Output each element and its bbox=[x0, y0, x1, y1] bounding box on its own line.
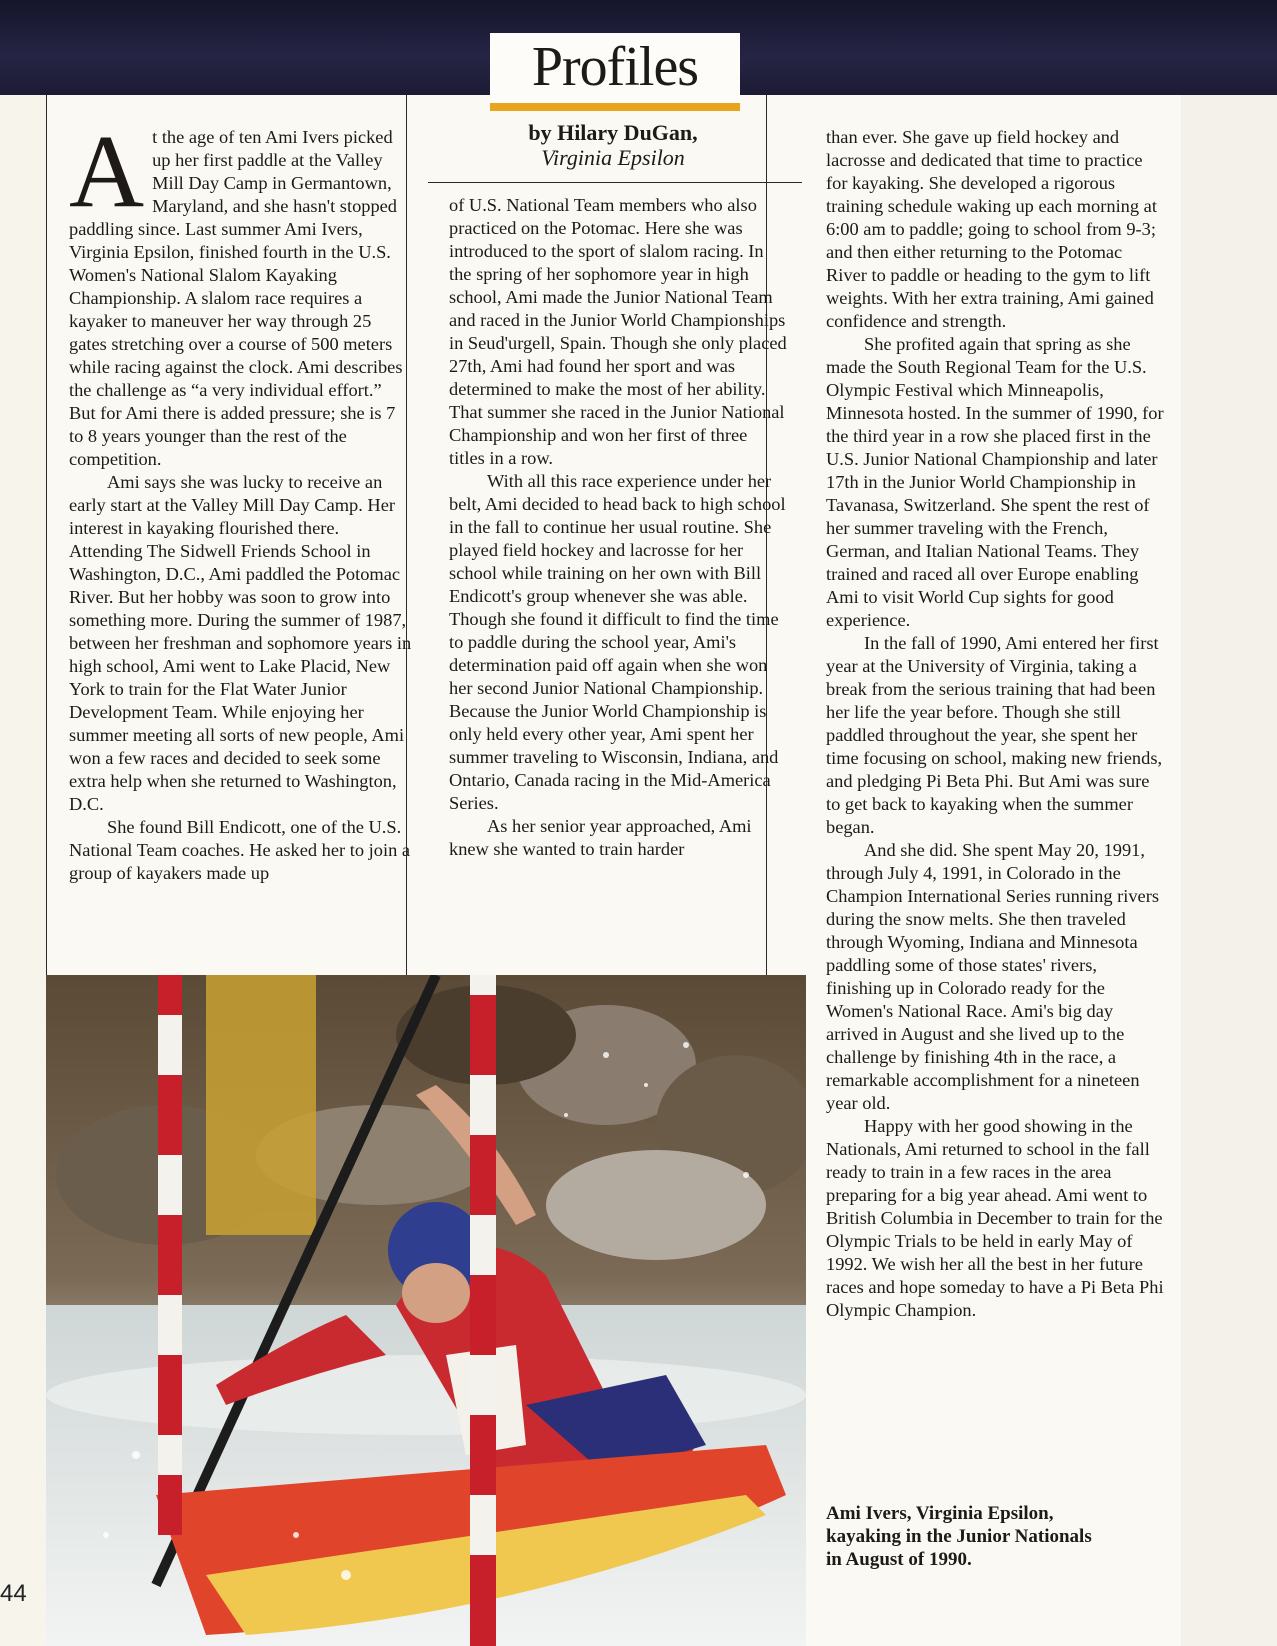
kayaker-photo bbox=[46, 975, 806, 1646]
section-masthead bbox=[490, 33, 740, 111]
paragraph-text: t the age of ten Ami Ivers picked up her first paddle at the Valley Mill Day Camp in Germantown, Maryland, and she hasn't stopped paddling since. Last summer Ami Ivers, Virginia Epsilon, finished fourth in the U.S. Women's National Slalom Kayaking Championship. A slalom race requires a kayaker to maneuver her way through 25 gates stretching over a course of 500 meters while racing against the clock. Ami describes the challenge as “a very individual effort.” But for Ami there is added pressure; she is 7 to 8 years younger than the rest of the competition. bbox=[69, 127, 403, 469]
paragraph: than ever. She gave up field hockey and lacrosse and dedicated that time to practice for kayaking. She developed a rigorous training schedule waking up each morning at 6:00 am to paddle; going to school from 9-3; and then either returning to the Potomac River to paddle or heading to the gym to lift weights. With her extra training, Ami gained confidence and strength. bbox=[826, 127, 1157, 331]
byline-rule bbox=[428, 182, 802, 183]
paragraph: Ami says she was lucky to receive an early start at the Valley Mill Day Camp. Her interest in kayaking flourished there. Attending The Sidwell Friends School in Washington, D.C., Ami paddled the Potomac River. But her hobby was soon to grow into something more. During the summer of 1987, between her freshman and sophomore years in high school, Ami went to Lake Placid, New York to train for the Flat Water Junior Development Team. While enjoying her summer meeting all sorts of new people, Ami won a few races and decided to seek some extra help when she returned to Washington, D.C. bbox=[69, 472, 412, 814]
paragraph: She profited again that spring as she made the South Regional Team for the U.S. Olympic Festival which Minneapolis, Minnesota hosted. In the summer of 1990, for the third year in a row she placed first in the U.S. Junior National Championship and later 17th in the Junior World Championship in Tavanasa, Switzerland. She spent the rest of her summer traveling with the French, German, and Italian National Teams. They trained and raced all over Europe enabling Ami to visit World Cup sights for good experience. bbox=[826, 334, 1164, 630]
author-chapter: Virginia Epsilon bbox=[541, 145, 685, 170]
photo-caption: Ami Ivers, Virginia Epsilon, kayaking in the Junior Nationals in August of 1990. bbox=[826, 1503, 1092, 1570]
paragraph: She found Bill Endicott, one of the U.S. National Team coaches. He asked her to join a group of kayakers made up bbox=[69, 817, 411, 883]
article-column-3 bbox=[826, 126, 1164, 1322]
right-margin-strip bbox=[1181, 95, 1277, 1646]
paragraph: of U.S. National Team members who also practiced on the Potomac. Here she was introduced to the sport of slalom racing. In the spring of her sophomore year in high school, Ami made the Junior National Team and raced in the Junior World Championships in Seud'urgell, Spain. Though she only placed 27th, Ami had found her sport and was determined to make the most of her ability. That summer she raced in the Junior National Championship and won her first of three titles in a row. bbox=[449, 195, 787, 468]
paragraph: Happy with her good showing in the Nationals, Ami returned to school in the fall ready to train in a few races in the area preparing for a big year ahead. Ami went to British Columbia in December to train for the Olympic Trials to be held in early May of 1992. We wish her all the best in her future races and hope someday to have a Pi Beta Phi Olympic Champion. bbox=[826, 1116, 1164, 1320]
article-column-2 bbox=[449, 194, 787, 861]
section-title: Profiles bbox=[531, 36, 699, 98]
paragraph: In the fall of 1990, Ami entered her first year at the University of Virginia, taking a break from the serious training that had been her life the year before. Though she still paddled throughout the year, she spent her time focusing on school, making new friends, and pledging Pi Beta Phi. But Ami was sure to get back to kayaking when the summer began. bbox=[826, 633, 1163, 837]
paragraph: As her senior year approached, Ami knew she wanted to train harder bbox=[449, 816, 752, 859]
byline bbox=[428, 120, 798, 170]
paragraph: And she did. She spent May 20, 1991, through July 4, 1991, in Colorado in the Champion International Series running rivers during the snow melts. She then traveled through Wyoming, Indiana and Minnesota paddling some of those states' rivers, finishing up in Colorado ready for the Women's National Race. Ami's big day arrived in August and she lived up to the challenge by finishing 4th in the race, a remarkable accomplishment for a nineteen year old. bbox=[826, 840, 1159, 1113]
author-name: by Hilary DuGan, bbox=[528, 120, 698, 145]
page-number: 44 bbox=[0, 1580, 27, 1607]
paragraph bbox=[69, 114, 412, 471]
paragraph: With all this race experience under her belt, Ami decided to head back to high school in the fall to continue her usual routine. She played field hockey and lacrosse for her school while training on her own with Bill Endicott's group whenever she was able. Though she found it difficult to find the time to paddle during the school year, Ami's determination paid off again when she won her second Junior National Championship. Because the Junior World Championship is only held every other year, Ami spent her summer traveling to Wisconsin, Indiana, and Ontario, Canada racing in the Mid-America Series. bbox=[449, 471, 786, 813]
drop-cap: A bbox=[69, 114, 145, 229]
article-column-1 bbox=[69, 114, 412, 885]
